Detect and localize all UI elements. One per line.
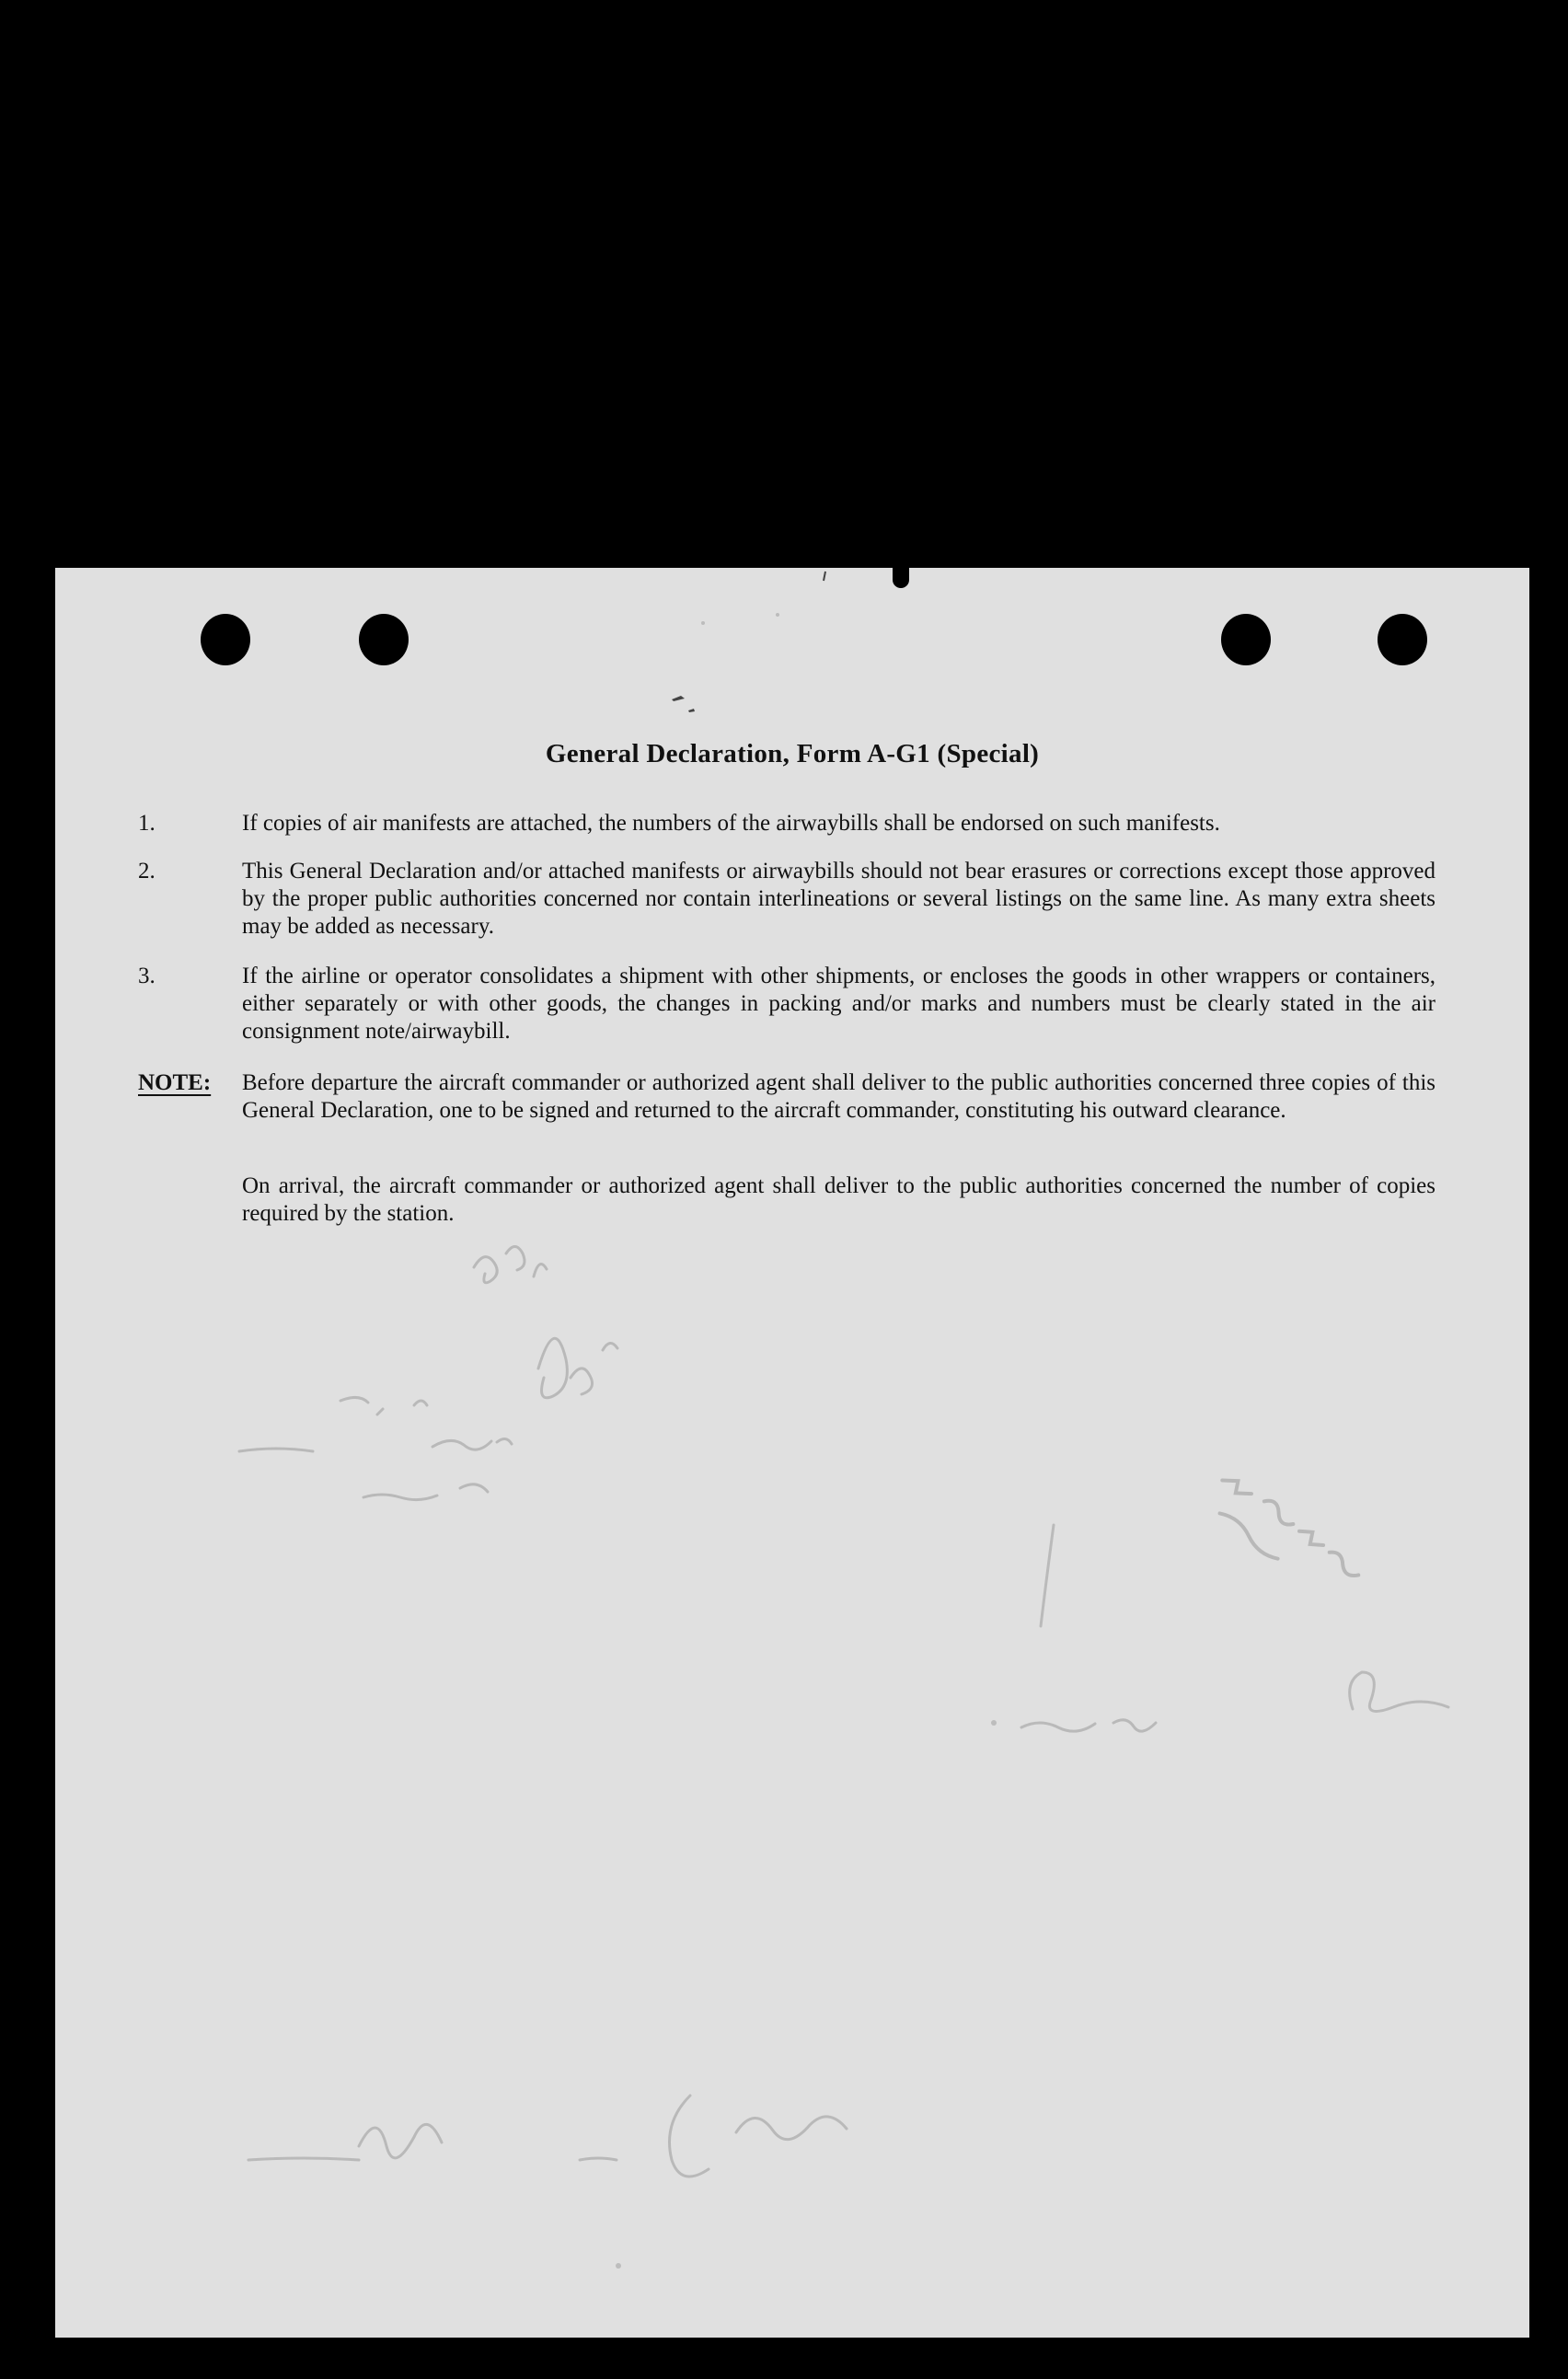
note-paragraph: Before departure the aircraft commander or authorized agent shall deliver to the public authorities concerned three copies of this General Declaration, one to be signed and returned to the aircraft commander, constituting his outward clearance. — [242, 1070, 1435, 1123]
punch-hole — [1221, 614, 1271, 665]
punch-hole — [1378, 614, 1427, 665]
document-sheet — [55, 568, 1529, 2338]
item-text: If the airline or operator consolidates a shipment with other shipments, or encloses the goods in other wrappers or containers, either separately or with other goods, the changes in packing and/or marks and numbers must be clearly stated in the air consignment note/airwaybill. — [242, 964, 1435, 1044]
item-number: 2. — [138, 859, 156, 883]
punch-hole — [201, 614, 250, 665]
punch-hole — [359, 614, 409, 665]
document-title: General Declaration, Form A-G1 (Special) — [545, 739, 1040, 768]
item-text: If copies of air manifests are attached, the numbers of the airwaybills shall be endorsed on such manifests. — [242, 811, 1220, 836]
paper-notch — [893, 568, 909, 588]
note-paragraph: On arrival, the aircraft commander or authorized agent shall deliver to the public authorities concerned the number of copies required by the station. — [242, 1173, 1435, 1226]
instruction-item — [138, 810, 1435, 837]
note-section — [138, 1069, 1435, 1125]
item-text: This General Declaration and/or attached manifests or airwaybills should not bear erasures or corrections except those approved by the proper public authorities concerned nor contain interlineations or several listings on the same line. As many extra sheets may be added as necessary. — [242, 859, 1435, 939]
note-label: NOTE: — [138, 1070, 212, 1095]
item-number: 3. — [138, 964, 156, 988]
faint-stamp — [1164, 1446, 1412, 1676]
item-number: 1. — [138, 811, 156, 836]
instruction-item — [138, 858, 1435, 941]
instruction-item — [138, 963, 1435, 1045]
